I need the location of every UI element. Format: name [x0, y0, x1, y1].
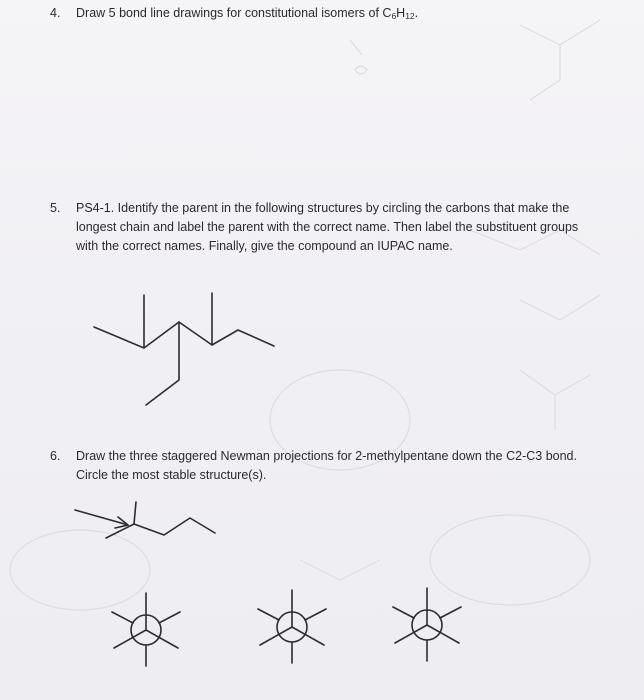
q6-methylpentane-structure: [75, 502, 215, 538]
hydrogen-symbol: H: [396, 6, 406, 20]
question-5-line-2: longest chain and label the parent with the correct name. Then label the substituent groups: [76, 220, 579, 234]
question-number: 6.: [50, 449, 61, 463]
subscript-hydrogen-count: 12: [405, 11, 415, 21]
question-number: 5.: [50, 201, 61, 215]
question-4-period: .: [414, 6, 419, 20]
question-4-text: Draw 5 bond line drawings for constitutional isomers of C: [76, 6, 392, 20]
question-6-line-2: Circle the most stable structure(s).: [76, 468, 267, 482]
question-5-line-3: with the correct names. Finally, give the compound an IUPAC name.: [76, 239, 453, 253]
newman-projection-1: [112, 593, 180, 666]
newman-projection-2: [258, 590, 326, 663]
question-6-line-1: Draw the three staggered Newman projections for 2-methylpentane down the C2-C3 bond.: [76, 449, 577, 463]
subscript-carbon-count: 6: [391, 11, 397, 21]
question-5-line-1: PS4-1. Identify the parent in the following structures by circling the carbons that make the: [76, 201, 570, 215]
newman-projection-3: [393, 588, 461, 661]
question-number: 4.: [50, 6, 61, 20]
q5-skeletal-structure: [94, 293, 274, 405]
